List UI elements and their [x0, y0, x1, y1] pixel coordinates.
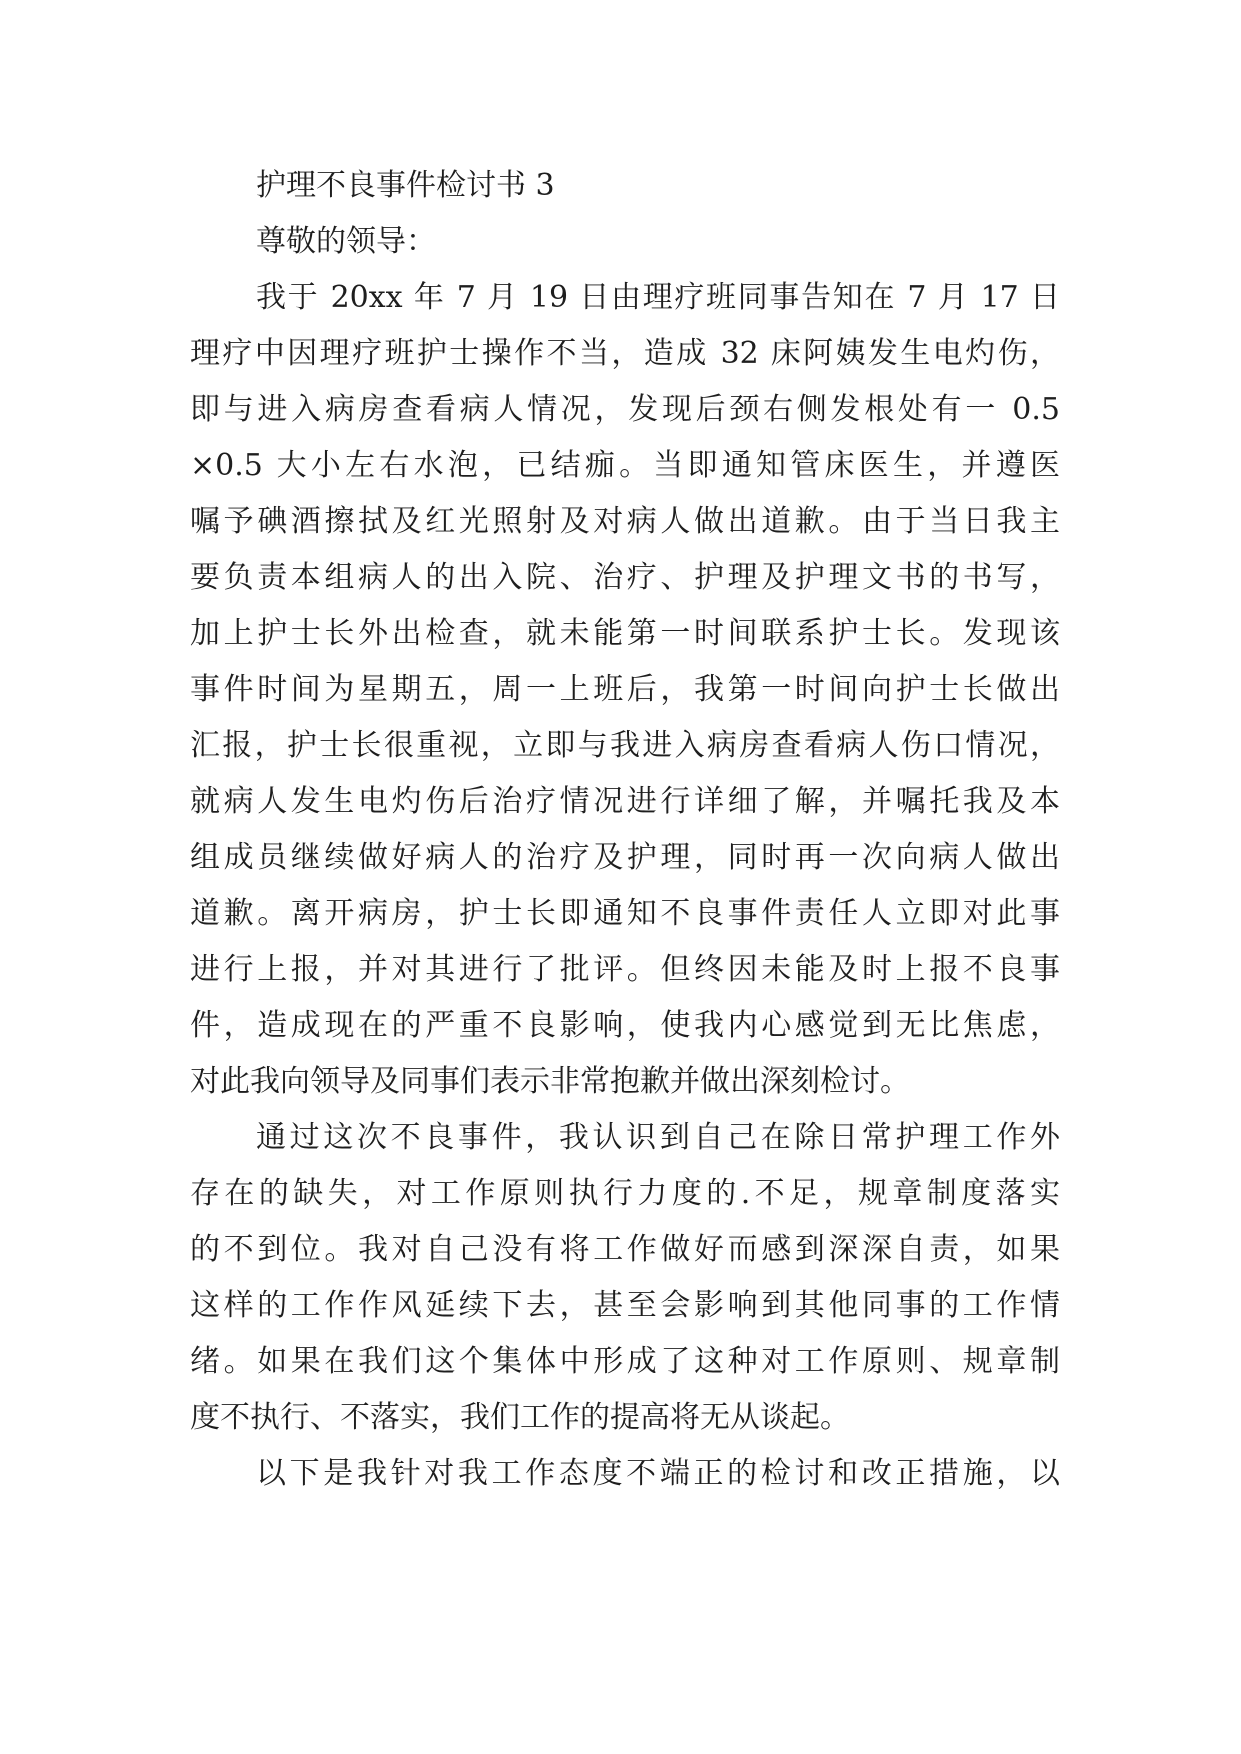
paragraph-line: 嘱予碘酒擦拭及红光照射及对病人做出道歉。由于当日我主 — [190, 504, 1060, 539]
paragraph-line: 件，造成现在的严重不良影响，使我内心感觉到无比焦虑， — [190, 1008, 1060, 1043]
document-title: 护理不良事件检讨书 3 — [256, 168, 555, 203]
paragraph-line: 进行上报，并对其进行了批评。但终因未能及时上报不良事 — [190, 952, 1060, 987]
salutation: 尊敬的领导： — [256, 224, 436, 259]
paragraph-line: 度不执行、不落实，我们工作的提高将无从谈起。 — [190, 1400, 850, 1435]
paragraph — [190, 1446, 1060, 1502]
paragraph-line: 道歉。离开病房，护士长即通知不良事件责任人立即对此事 — [190, 896, 1060, 931]
paragraph-line: 理疗中因理疗班护士操作不当，造成 32 床阿姨发生电灼伤， — [190, 336, 1060, 371]
paragraph-line: 组成员继续做好病人的治疗及护理，同时再一次向病人做出 — [190, 840, 1060, 875]
paragraph — [190, 270, 1060, 1110]
paragraph-line: 绪。如果在我们这个集体中形成了这种对工作原则、规章制 — [190, 1344, 1060, 1379]
paragraphs — [190, 270, 1060, 1502]
paragraph — [190, 1110, 1060, 1446]
paragraph-line: 就病人发生电灼伤后治疗情况进行详细了解，并嘱托我及本 — [190, 784, 1060, 819]
paragraph-line: ×0.5 大小左右水泡，已结痂。当即通知管床医生，并遵医 — [190, 448, 1060, 483]
paragraph-line: 以下是我针对我工作态度不端正的检讨和改正措施，以 — [256, 1456, 1060, 1491]
document-body — [190, 158, 1060, 1502]
paragraph-line: 汇报，护士长很重视，立即与我进入病房查看病人伤口情况， — [190, 728, 1060, 763]
paragraph-line: 通过这次不良事件，我认识到自己在除日常护理工作外 — [256, 1120, 1060, 1155]
paragraph-line: 对此我向领导及同事们表示非常抱歉并做出深刻检讨。 — [190, 1064, 910, 1099]
paragraph-line: 即与进入病房查看病人情况，发现后颈右侧发根处有一 0.5 — [190, 392, 1060, 427]
paragraph-line: 这样的工作作风延续下去，甚至会影响到其他同事的工作情 — [190, 1288, 1060, 1323]
paragraph-line: 加上护士长外出检查，就未能第一时间联系护士长。发现该 — [190, 616, 1060, 651]
paragraph-line: 的不到位。我对自己没有将工作做好而感到深深自责，如果 — [190, 1232, 1060, 1267]
paragraph-line: 事件时间为星期五，周一上班后，我第一时间向护士长做出 — [190, 672, 1060, 707]
paragraph-line: 我于 20xx 年 7 月 19 日由理疗班同事告知在 7 月 17 日 — [256, 280, 1060, 315]
paragraph-line: 存在的缺失，对工作原则执行力度的.不足，规章制度落实 — [190, 1176, 1060, 1211]
paragraph-line: 要负责本组病人的出入院、治疗、护理及护理文书的书写， — [190, 560, 1060, 595]
